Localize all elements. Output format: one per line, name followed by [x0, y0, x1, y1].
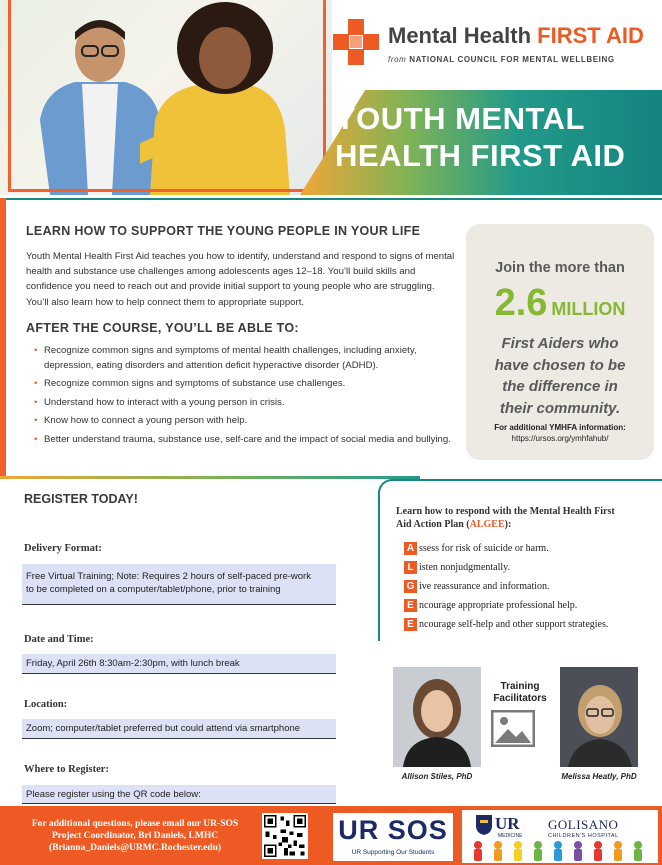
algee-letter: E [404, 599, 417, 612]
date-field[interactable]: Friday, April 26th 8:30am-2:30pm, with lunch break [22, 654, 336, 674]
delivery-label: Delivery Format: [24, 543, 102, 554]
location-field[interactable]: Zoom; computer/tablet preferred but could attend via smartphone [22, 719, 336, 739]
list-item: G ive reassurance and information. [404, 577, 608, 596]
list-item: • Understand how to interact with a young person in crisis. [34, 396, 454, 411]
stat-number: 2.6 MILLION [494, 282, 626, 324]
delivery-field[interactable]: Free Virtual Training; Note: Requires 2 hours of self-paced pre-work to be completed on a computer/tablet/phone, prior to training [22, 564, 336, 605]
list-item: L isten nonjudgmentally. [404, 558, 608, 577]
section-divider [0, 476, 420, 479]
ur-medicine-logo: UR [495, 814, 520, 833]
ur-shield-icon [475, 814, 493, 836]
brand-name: Mental Health FIRST AID [388, 23, 644, 48]
stat-join-text: Join the more than [495, 260, 625, 276]
outcomes-list [34, 344, 454, 452]
facilitators-heading: Training Facilitators [493, 681, 547, 704]
list-item: • Know how to connect a young person with help. [34, 414, 454, 429]
info-label: For additional YMHFA information: [494, 423, 626, 432]
algee-title: Learn how to respond with the Mental Health First Aid Action Plan (ALGEE): [396, 506, 615, 530]
list-item: • Recognize common signs and symptoms of mental health challenges, including anxiety, depression, eating disorders and attention deficit hyperactive disorder (ADHD). [34, 344, 454, 373]
algee-letter: G [404, 580, 417, 593]
location-label: Location: [24, 699, 68, 710]
where-label: Where to Register: [24, 764, 109, 775]
mhfa-cross-logo [333, 19, 379, 65]
list-item: E ncourage self-help and other support strategies. [404, 615, 608, 634]
page-title: YOUTH MENTAL HEALTH FIRST AID [335, 101, 626, 173]
algee-letter: A [404, 542, 417, 555]
date-label: Date and Time: [24, 634, 94, 645]
algee-list [404, 539, 608, 634]
list-item: • Recognize common signs and symptoms of substance use challenges. [34, 377, 454, 392]
facilitator-name-2: Melissa Heatly, PhD [561, 772, 637, 781]
stat-description: First Aiders who have chosen to be the difference in their community. [494, 335, 626, 417]
outcomes-heading: AFTER THE COURSE, YOU’LL BE ABLE TO: [26, 321, 299, 335]
list-item: E ncourage appropriate professional help. [404, 596, 608, 615]
ur-sos-logo-text: UR SOS [338, 815, 448, 845]
ur-medicine-sub: MEDICINE [498, 833, 523, 839]
facilitator-photo-2 [560, 667, 638, 767]
intro-paragraph: Youth Mental Health First Aid teaches you how to identify, understand and respond to signs of mental health and substance use challenges among adolescents ages 12–18. You’ll build skills and confidence you need to reach out and provide initial support to young people who are struggling. You’ll also learn how to help connect them to appropriate support. [26, 251, 455, 308]
register-heading: REGISTER TODAY! [24, 492, 138, 506]
where-field[interactable]: Please register using the QR code below: [22, 785, 336, 804]
facilitator-photo-1 [393, 667, 481, 767]
algee-letter: E [404, 618, 417, 631]
facilitator-name-1: Allison Stiles, PhD [401, 772, 473, 781]
children-figures-icon [468, 840, 654, 862]
golisano-logo: GOLISANO [548, 817, 619, 832]
image-placeholder-icon [491, 710, 535, 747]
brand-subline: from NATIONAL COUNCIL FOR MENTAL WELLBEING [388, 55, 615, 64]
intro-heading: LEARN HOW TO SUPPORT THE YOUNG PEOPLE IN YOUR LIFE [26, 224, 421, 238]
photo-border [8, 0, 326, 192]
header-divider [0, 198, 662, 200]
footer-contact: For additional questions, please email our UR-SOS Project Coordinator, Bri Daniels, LMHC (Brianna_Daniels@URMC.Rochester.edu) [31, 819, 239, 853]
golisano-sub: CHILDREN'S HOSPITAL [548, 833, 619, 839]
list-item: • Better understand trauma, substance use, self-care and the impact of social media and bullying. [34, 433, 454, 448]
list-item: A ssess for risk of suicide or harm. [404, 539, 608, 558]
ur-sos-tagline: UR Supporting Our Students [351, 849, 435, 856]
registration-qr-code[interactable] [262, 813, 308, 859]
info-link[interactable]: https://ursos.org/ymhfahub/ [511, 434, 609, 443]
left-accent-bar [0, 198, 6, 476]
algee-letter: L [404, 561, 417, 574]
